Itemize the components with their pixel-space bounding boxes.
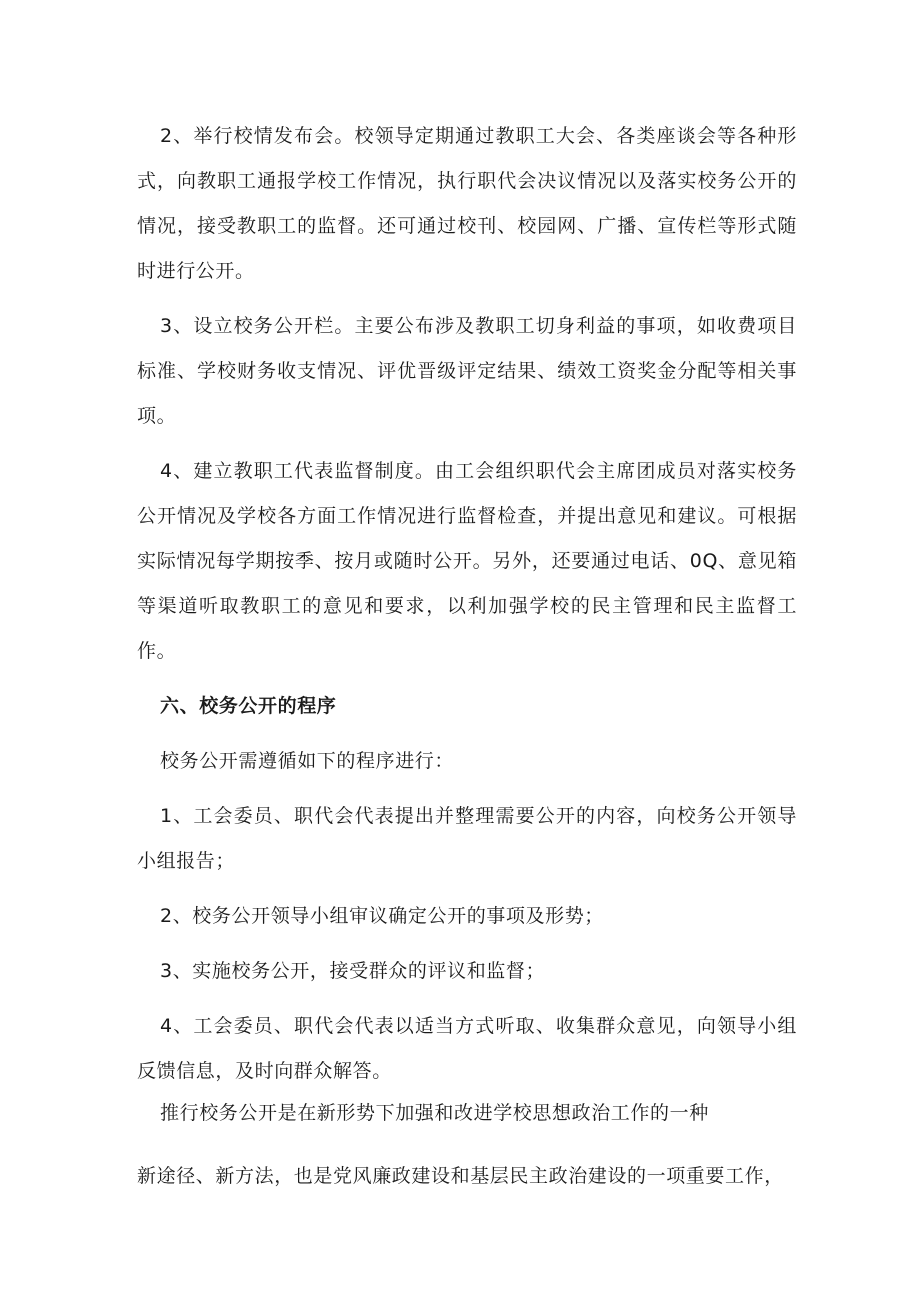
paragraph-public-board: 3、设立校务公开栏。主要公布涉及教职工切身利益的事项，如收费项目标准、学校财务收支情况、评优晋级评定结果、绩效工资奖金分配等相关事项。	[137, 315, 797, 427]
section-heading: 六、校务公开的程序	[160, 695, 337, 717]
procedure-step-3: 3、实施校务公开，接受群众的评议和监督；	[160, 960, 546, 982]
paragraph-staff-supervision: 4、建立教职工代表监督制度。由工会组织职代会主席团成员对落实校务公开情况及学校各方面工作情况进行监督检查，并提出意见和建议。可根据实际情况每学期按季、按月或随时公开。另外，还要通过电话、0Q、意见箱等渠道听取教职工的意见和要求，以利加强学校的民主管理和民主监督工作。	[137, 460, 797, 662]
procedure-step-1: 1、工会委员、职代会代表提出并整理需要公开的内容，向校务公开领导小组报告；	[137, 805, 797, 872]
procedure-step-4: 4、工会委员、职代会代表以适当方式听取、收集群众意见，向领导小组反馈信息，及时向群众解答。	[137, 1015, 797, 1082]
paragraph-school-info-release: 2、举行校情发布会。校领导定期通过教职工大会、各类座谈会等各种形式，向教职工通报学校工作情况，执行职代会决议情况以及落实校务公开的情况，接受教职工的监督。还可通过校刊、校园网、广播、宣传栏等形式随时进行公开。	[137, 125, 797, 282]
procedure-step-2: 2、校务公开领导小组审议确定公开的事项及形势；	[160, 905, 604, 927]
closing-line-1: 推行校务公开是在新形势下加强和改进学校思想政治工作的一种	[160, 1102, 709, 1124]
closing-paragraph	[137, 1093, 812, 1196]
procedure-intro: 校务公开需遵循如下的程序进行：	[160, 750, 455, 772]
document-body	[137, 114, 797, 1104]
closing-line-2: 新途径、新方法，也是党风廉政建设和基层民主政治建设的一项重要工作，	[137, 1165, 784, 1187]
